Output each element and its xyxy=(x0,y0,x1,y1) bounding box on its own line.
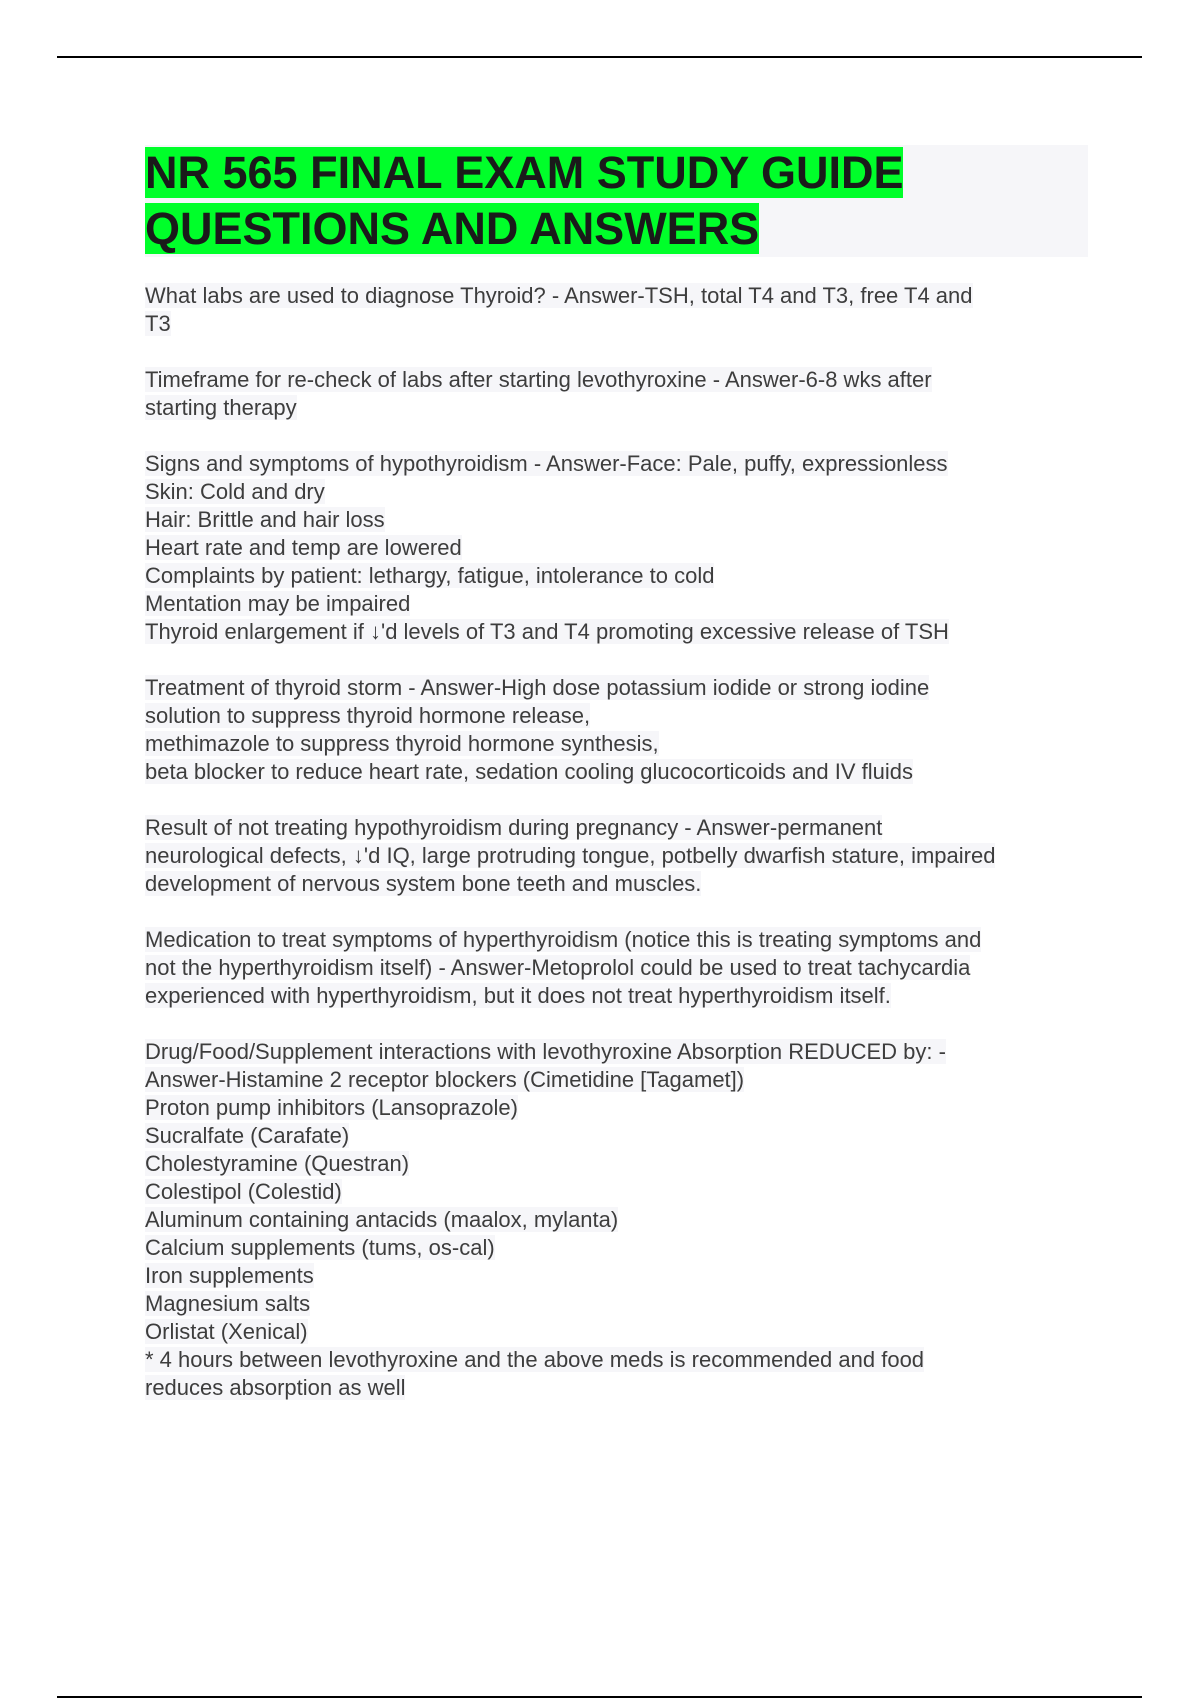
text-line: not the hyperthyroidism itself) - Answer-Metoprolol could be used to treat tachycardia xyxy=(145,955,971,980)
text-line: Mentation may be impaired xyxy=(145,591,411,616)
text-line: Heart rate and temp are lowered xyxy=(145,535,462,560)
text-line: Thyroid enlargement if ↓'d levels of T3 and T4 promoting excessive release of TSH xyxy=(145,619,949,644)
qa-list xyxy=(145,282,1095,1430)
text-line: Sucralfate (Carafate) xyxy=(145,1123,350,1148)
text-line: Drug/Food/Supplement interactions with levothyroxine Absorption REDUCED by: - xyxy=(145,1039,946,1064)
text-line: beta blocker to reduce heart rate, sedation cooling glucocorticoids and IV fluids xyxy=(145,759,914,784)
top-rule xyxy=(57,56,1142,58)
qa-item-thyroid-labs xyxy=(145,282,1095,338)
text-line: T3 xyxy=(145,311,171,336)
text-line: experienced with hyperthyroidism, but it does not treat hyperthyroidism itself. xyxy=(145,983,891,1008)
text-line: Treatment of thyroid storm - Answer-High dose potassium iodide or strong iodine xyxy=(145,675,930,700)
text-line: What labs are used to diagnose Thyroid? - Answer-TSH, total T4 and T3, free T4 and xyxy=(145,283,973,308)
text-line: Cholestyramine (Questran) xyxy=(145,1151,410,1176)
text-line: Hair: Brittle and hair loss xyxy=(145,507,385,532)
text-line: Colestipol (Colestid) xyxy=(145,1179,342,1204)
qa-item-recheck-timeframe xyxy=(145,366,1095,422)
title-line: NR 565 FINAL EXAM STUDY GUIDE xyxy=(145,147,904,198)
text-line: starting therapy xyxy=(145,395,297,420)
text-line: reduces absorption as well xyxy=(145,1375,406,1400)
text-line: Orlistat (Xenical) xyxy=(145,1319,308,1344)
document-title xyxy=(145,145,1088,257)
text-line: Calcium supplements (tums, os-cal) xyxy=(145,1235,495,1260)
text-line: Complaints by patient: lethargy, fatigue, intolerance to cold xyxy=(145,563,715,588)
text-line: Proton pump inhibitors (Lansoprazole) xyxy=(145,1095,518,1120)
text-line: Answer-Histamine 2 receptor blockers (Cimetidine [Tagamet]) xyxy=(145,1067,745,1092)
text-line: Iron supplements xyxy=(145,1263,314,1288)
bottom-rule xyxy=(57,1696,1142,1698)
qa-item-pregnancy-hypothyroidism xyxy=(145,814,1095,898)
qa-item-hyperthyroidism-symptom-medication xyxy=(145,926,1095,1010)
text-line: * 4 hours between levothyroxine and the above meds is recommended and food xyxy=(145,1347,925,1372)
qa-item-levothyroxine-interactions xyxy=(145,1038,1095,1402)
text-line: development of nervous system bone teeth and muscles. xyxy=(145,871,702,896)
title-block xyxy=(145,145,1088,257)
text-line: Timeframe for re-check of labs after starting levothyroxine - Answer-6-8 wks after xyxy=(145,367,932,392)
text-line: Medication to treat symptoms of hyperthyroidism (notice this is treating symptoms and xyxy=(145,927,982,952)
title-line: QUESTIONS AND ANSWERS xyxy=(145,203,760,254)
text-line: Aluminum containing antacids (maalox, mylanta) xyxy=(145,1207,619,1232)
qa-item-thyroid-storm-treatment xyxy=(145,674,1095,786)
text-line: solution to suppress thyroid hormone release, xyxy=(145,703,591,728)
qa-item-hypothyroidism-symptoms xyxy=(145,450,1095,646)
text-line: methimazole to suppress thyroid hormone synthesis, xyxy=(145,731,659,756)
text-line: Result of not treating hypothyroidism during pregnancy - Answer-permanent xyxy=(145,815,883,840)
text-line: Magnesium salts xyxy=(145,1291,311,1316)
text-line: Skin: Cold and dry xyxy=(145,479,325,504)
text-line: neurological defects, ↓'d IQ, large protruding tongue, potbelly dwarfish stature, impaired xyxy=(145,843,996,868)
text-line: Signs and symptoms of hypothyroidism - Answer-Face: Pale, puffy, expressionless xyxy=(145,451,948,476)
